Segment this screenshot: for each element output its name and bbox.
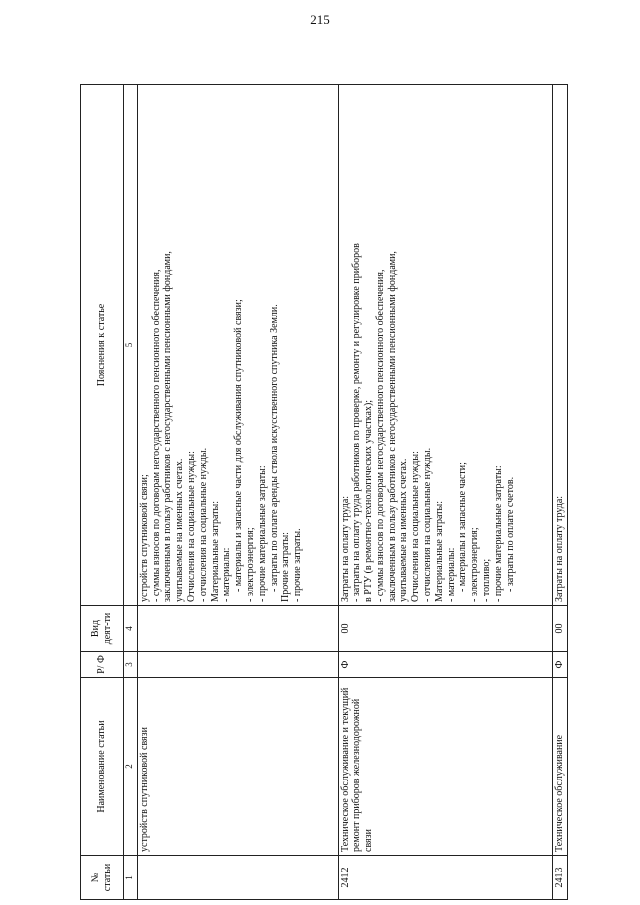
explanation-line: - суммы взносов по договорам негосударственного пенсионного обеспечения, <box>150 269 162 602</box>
rotated-table-sheet <box>80 85 568 900</box>
explanation-line: учитываемые на именных счетах. <box>174 458 186 602</box>
item-explanation <box>338 85 553 606</box>
page-number: 215 <box>310 12 330 27</box>
cost-items-table <box>80 84 568 900</box>
column-index-row <box>123 85 137 900</box>
item-activity-type: 00 <box>553 606 568 652</box>
explanation-line: - затраты по оплате аренды ствола искусственного спутника Земли. <box>268 304 280 592</box>
explanation-line: - затраты по оплате счетов. <box>504 476 516 592</box>
item-explanation <box>137 85 338 606</box>
item-activity-type <box>137 606 338 652</box>
explanation-line: - электроэнергия; <box>245 527 257 602</box>
explanation-line: - материалы: <box>445 547 457 602</box>
explanation-line: - материалы: <box>221 547 233 602</box>
explanation-line: Материальные затраты: <box>209 501 221 602</box>
header-activity-type: Вид деят-ти <box>81 606 124 652</box>
explanation-line: устройств спутниковой связи; <box>138 474 150 602</box>
header-rf: Р/ Ф <box>81 652 124 678</box>
item-rf: Ф <box>553 652 568 678</box>
explanation-line: - материалы и запасные части для обслуживания спутниковой связи; <box>233 299 245 592</box>
explanation-line: - отчисления на социальные нужды. <box>422 447 434 602</box>
item-number <box>137 856 338 900</box>
explanation-line: - электроэнергия; <box>469 527 481 602</box>
column-index: 2 <box>123 678 137 856</box>
item-activity-type: 00 <box>338 606 553 652</box>
table-row <box>338 85 553 900</box>
explanation-line: - отчисления на социальные нужды. <box>197 447 209 602</box>
column-index: 3 <box>123 652 137 678</box>
explanation-line: Прочие затраты: <box>280 532 292 602</box>
header-explanation: Пояснения к статье <box>81 85 124 606</box>
column-index: 4 <box>123 606 137 652</box>
header-item-name: Наименование статьи <box>81 678 124 856</box>
table-header-row <box>81 85 124 900</box>
header-item-number: № статьи <box>81 856 124 900</box>
item-number: 2413 <box>553 856 568 900</box>
explanation-line: - материалы и запасные части; <box>457 462 469 592</box>
explanation-line: Материальные затраты: <box>433 501 445 602</box>
explanation-line: - суммы взносов по договорам негосударственного пенсионного обеспечения, <box>374 269 386 602</box>
item-number: 2412 <box>338 856 553 900</box>
explanation-line: - прочие материальные затраты: <box>492 465 504 602</box>
explanation-line: Затраты на оплату труда: <box>554 495 566 602</box>
explanation-line: - прочие материальные затраты: <box>256 465 268 602</box>
item-name: Техническое обслуживание и текущий ремонт приборов железнодорожной связи <box>338 678 553 856</box>
explanation-line: заключенным в пользу работников с негосударственными пенсионными фондами, <box>162 251 174 602</box>
table-row <box>553 85 568 900</box>
explanation-line: - затраты на оплату труда работников по проверке, ремонту и регулировке приборов <box>351 243 363 602</box>
explanation-line: Затраты на оплату труда: <box>339 495 351 602</box>
column-index: 1 <box>123 856 137 900</box>
item-explanation <box>553 85 568 606</box>
explanation-line: Отчисления на социальные нужды: <box>186 451 198 602</box>
explanation-line: учитываемые на именных счетах. <box>398 458 410 602</box>
table-row <box>137 85 338 900</box>
item-rf <box>137 652 338 678</box>
explanation-line: - топливо; <box>481 558 493 602</box>
explanation-line: - прочие затраты. <box>292 528 304 602</box>
item-name: Техническое обслуживание <box>553 678 568 856</box>
item-name: устройств спутниковой связи <box>137 678 338 856</box>
explanation-line: в РТУ (в ремонтно-технологических участках); <box>363 399 375 602</box>
explanation-line: Отчисления на социальные нужды: <box>410 451 422 602</box>
table-body <box>137 85 567 900</box>
item-rf: Ф <box>338 652 553 678</box>
column-index: 5 <box>123 85 137 606</box>
explanation-line: заключенным в пользу работников с негосударственными пенсионными фондами, <box>386 251 398 602</box>
